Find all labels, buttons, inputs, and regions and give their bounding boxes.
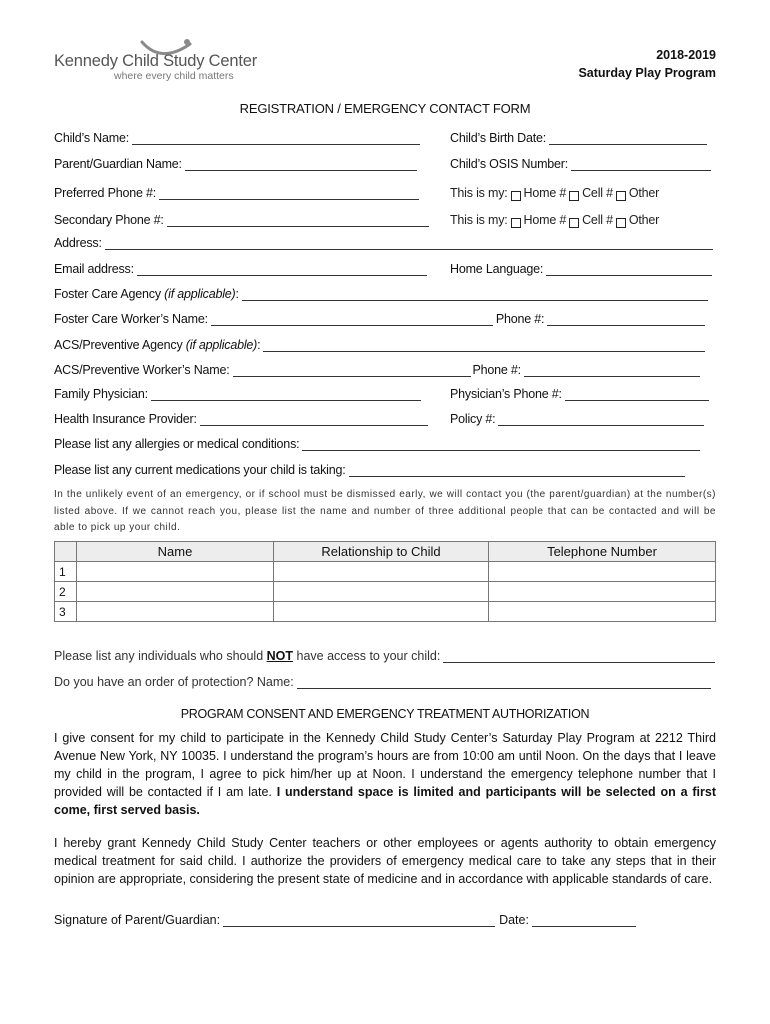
signature-line[interactable] (223, 914, 495, 927)
row-number: 3 (55, 602, 77, 622)
contact-telephone-cell[interactable] (489, 602, 716, 622)
table-row (55, 602, 716, 622)
address-line[interactable] (105, 237, 713, 250)
org-tagline: where every child matters (114, 70, 234, 82)
no-access-emphasis: NOT (266, 649, 294, 663)
acs-phone-line[interactable] (524, 364, 700, 377)
home-option-label: Home # (523, 213, 567, 227)
row-number: 1 (55, 562, 77, 582)
contact-telephone-cell[interactable] (489, 582, 716, 602)
table-header-row (55, 542, 716, 562)
date-label: Date: (499, 913, 529, 927)
policy-label: Policy #: (450, 412, 496, 426)
physician-phone-line[interactable] (565, 388, 709, 401)
home-language-field[interactable] (450, 262, 712, 276)
no-access-field[interactable] (54, 649, 715, 663)
name-header: Name (77, 542, 274, 562)
signature-row[interactable] (54, 913, 640, 927)
cell-checkbox[interactable] (569, 218, 579, 228)
date-line[interactable] (532, 914, 636, 927)
program-year: 2018-2019 (656, 48, 716, 62)
cell-option-label: Cell # (582, 186, 613, 200)
protection-line[interactable] (297, 676, 711, 689)
osis-number-field[interactable] (450, 157, 711, 171)
preferred-phone-label: Preferred Phone #: (54, 186, 157, 200)
protection-field[interactable] (54, 675, 711, 689)
protection-label: Do you have an order of protection? Name: (54, 675, 294, 689)
medications-field[interactable] (54, 463, 685, 477)
other-checkbox[interactable] (616, 218, 626, 228)
allergies-label: Please list any allergies or medical conditions: (54, 437, 300, 451)
if-applicable-note: (if applicable) (164, 287, 236, 301)
row-number: 2 (55, 582, 77, 602)
emergency-contacts-table (54, 541, 716, 622)
row-number-header (55, 542, 77, 562)
acs-agency-label: ACS/Preventive Agency (54, 338, 183, 352)
medications-label: Please list any current medications your child is taking: (54, 463, 346, 477)
preferred-phone-field[interactable] (54, 186, 419, 200)
contact-relationship-cell[interactable] (274, 582, 489, 602)
secondary-phone-type (450, 213, 659, 227)
table-row (55, 562, 716, 582)
physician-phone-field[interactable] (450, 387, 709, 401)
foster-agency-field[interactable]: Foster Care Agency (if applicable) : (54, 287, 708, 301)
this-is-my-label: This is my: (450, 186, 508, 200)
contact-telephone-cell[interactable] (489, 562, 716, 582)
kennedy-logo (54, 38, 258, 84)
form-title: REGISTRATION / EMERGENCY CONTACT FORM (239, 101, 531, 116)
acs-worker-line[interactable] (233, 364, 471, 377)
address-label: Address: (54, 236, 102, 250)
telephone-header: Telephone Number (489, 542, 716, 562)
contact-relationship-cell[interactable] (274, 602, 489, 622)
program-name: Saturday Play Program (578, 66, 716, 80)
no-access-label-end: have access to your child: (293, 649, 441, 663)
child-birth-date-line[interactable] (549, 132, 707, 145)
no-access-line[interactable] (443, 650, 715, 663)
child-name-field[interactable] (54, 131, 420, 145)
email-label: Email address: (54, 262, 134, 276)
secondary-phone-line[interactable] (167, 214, 429, 227)
insurance-label: Health Insurance Provider: (54, 412, 197, 426)
treatment-paragraph: I hereby grant Kennedy Child Study Center teachers or other employees or agents authority to obtain emergency medical treatment for said child. I authorize the providers of emergency medical care to take any steps that in their opinion are appropriate, considering the present state of medicine and in accordance with applicable standards of care. (54, 836, 716, 886)
physician-phone-label: Physician’s Phone #: (450, 387, 562, 401)
foster-worker-field[interactable] (54, 312, 705, 326)
family-physician-field[interactable] (54, 387, 421, 401)
insurance-field[interactable] (54, 412, 428, 426)
consent-title: PROGRAM CONSENT AND EMERGENCY TREATMENT AUTHORIZATION (180, 707, 590, 721)
org-name: Kennedy Child Study Center (54, 52, 258, 70)
parent-name-line[interactable] (185, 158, 417, 171)
address-field[interactable] (54, 236, 713, 250)
contact-name-cell[interactable] (77, 562, 274, 582)
osis-number-label: Child’s OSIS Number: (450, 157, 569, 171)
contact-relationship-cell[interactable] (274, 562, 489, 582)
other-option-label: Other (628, 186, 660, 200)
contact-name-cell[interactable] (77, 602, 274, 622)
consent-paragraph (54, 729, 716, 819)
home-language-label: Home Language: (450, 262, 544, 276)
email-line[interactable] (137, 263, 427, 276)
consent-text: I give consent for my child to participate in the Kennedy Child Study Center’s Saturday Play Program at 2212 Third Avenue New York, NY 10035. I understand the program’s hours are from 10:00 am until Noon. On the days that I leave my child in the program, I agree to pick him/her up at Noon. I understand the emergency telephone number that I provided will be contacted if I am late. (54, 731, 716, 799)
policy-line[interactable] (498, 413, 704, 426)
contact-name-cell[interactable] (77, 582, 274, 602)
policy-field[interactable] (450, 412, 704, 426)
no-access-label-start: Please list any individuals who should (54, 649, 267, 663)
family-physician-line[interactable] (151, 388, 421, 401)
home-language-line[interactable] (546, 263, 712, 276)
email-field[interactable] (54, 262, 427, 276)
insurance-line[interactable] (200, 413, 428, 426)
cell-checkbox[interactable] (569, 191, 579, 201)
home-checkbox[interactable] (511, 191, 521, 201)
family-physician-label: Family Physician: (54, 387, 148, 401)
this-is-my-label: This is my: (450, 213, 508, 227)
allergies-line[interactable] (302, 438, 700, 451)
medications-line[interactable] (349, 464, 685, 477)
child-name-line[interactable] (132, 132, 420, 145)
acs-agency-field[interactable]: ACS/Preventive Agency (if applicable) : (54, 338, 705, 352)
secondary-phone-label: Secondary Phone #: (54, 213, 164, 227)
consent-bold-text: I understand space is limited and participants will be selected on a first come, first served basis. (54, 785, 716, 817)
acs-worker-label: ACS/Preventive Worker’s Name: (54, 363, 230, 377)
parent-name-label: Parent/Guardian Name: (54, 157, 182, 171)
relationship-header: Relationship to Child (274, 542, 489, 562)
table-row (55, 582, 716, 602)
other-checkbox[interactable] (616, 191, 626, 201)
other-option-label: Other (628, 213, 660, 227)
secondary-phone-field[interactable] (54, 213, 429, 227)
cell-option-label: Cell # (582, 213, 613, 227)
home-checkbox[interactable] (511, 218, 521, 228)
osis-number-line[interactable] (571, 158, 711, 171)
foster-agency-line[interactable] (242, 288, 708, 301)
child-birth-date-field[interactable] (450, 131, 707, 145)
child-birth-date-label: Child’s Birth Date: (450, 131, 547, 145)
preferred-phone-line[interactable] (159, 187, 419, 200)
foster-worker-label: Foster Care Worker’s Name: (54, 312, 208, 326)
acs-worker-field[interactable] (54, 363, 700, 377)
preferred-phone-type (450, 186, 659, 200)
child-name-label: Child’s Name: (54, 131, 129, 145)
foster-worker-line[interactable] (211, 313, 493, 326)
allergies-field[interactable] (54, 437, 700, 451)
foster-agency-label: Foster Care Agency (54, 287, 161, 301)
home-option-label: Home # (523, 186, 567, 200)
acs-agency-line[interactable] (263, 339, 705, 352)
parent-name-field[interactable] (54, 157, 417, 171)
emergency-note: In the unlikely event of an emergency, or if school must be dismissed early, we will contact you (the parent/guardian) at the number(s) listed above. If we cannot reach you, please list the name and number of three additional people that can be contacted and will be able to pick up your child. (54, 489, 716, 533)
acs-phone-label: Phone #: (472, 363, 521, 377)
foster-phone-label: Phone #: (495, 312, 545, 326)
if-applicable-note: (if applicable) (185, 338, 258, 352)
foster-phone-line[interactable] (547, 313, 705, 326)
signature-label: Signature of Parent/Guardian: (54, 913, 221, 927)
